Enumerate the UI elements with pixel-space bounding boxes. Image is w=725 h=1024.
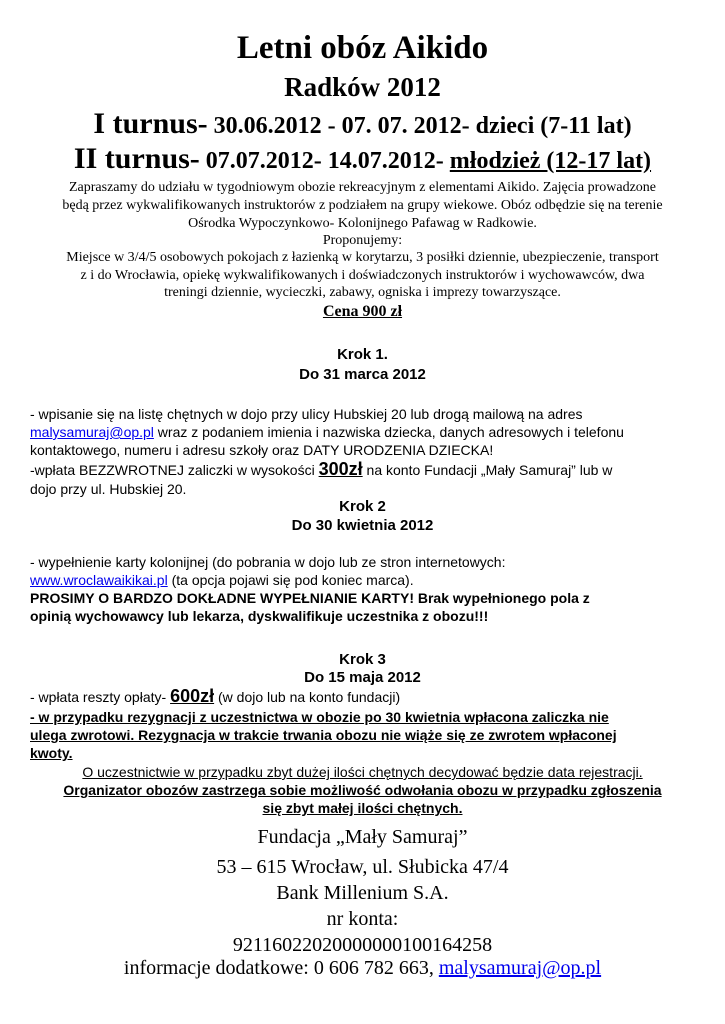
step1-line-4 (30, 459, 710, 480)
step1-date: Do 31 marca 2012 (299, 366, 426, 383)
page-subtitle: Radków 2012 (284, 72, 441, 102)
intro-line-6: z i do Wrocławia, opiekę wykwalifikowanych i doświadczonych instruktorów i wychowawców, dwa (80, 268, 645, 283)
step2-title: Krok 2 (339, 498, 386, 515)
turn2-group: młodzież (12-17 lat) (449, 148, 652, 174)
step3-line-1 (30, 686, 710, 707)
footer-foundation: Fundacja „Mały Samuraj” (257, 826, 468, 848)
organizer-note-2: się zbyt małej ilości chętnych. (262, 800, 463, 816)
step2-line-1: - wypełnienie karty kolonijnej (do pobrania w dojo lub ze stron internetowych: (30, 554, 506, 570)
step2-date: Do 30 kwietnia 2012 (291, 517, 434, 534)
step1-title: Krok 1. (337, 346, 388, 363)
step2-warning-1: PROSIMY O BARDZO DOKŁADNE WYPEŁNIANIE KARTY! Brak wypełnionego pola z (30, 590, 590, 606)
step3-date: Do 15 maja 2012 (304, 669, 421, 686)
turn1-line (0, 107, 725, 141)
remaining-amount: 600zł (170, 686, 215, 706)
intro-line-7: treningi dziennie, wycieczki, zabawy, ogniska i imprezy towarzyszące. (164, 285, 561, 300)
intro-line-1: Zapraszamy do udziału w tygodniowym obozie rekreacyjnym z elementami Aikido. Zajęcia prowadzone (68, 180, 656, 195)
step3-cancel-3: kwoty. (30, 745, 73, 761)
step1-line-3: kontaktowego, numeru i adresu szkoły oraz DATY URODZENIA DZIECKA! (30, 442, 494, 458)
step2-line-2-text: (ta opcja pojawi się pod koniec marca). (167, 572, 414, 588)
step1-line-1: - wpisanie się na listę chętnych w dojo przy ulicy Hubskiej 20 lub drogą mailową na adres (30, 406, 583, 422)
footer-contact-text: informacje dodatkowe: 0 606 782 663, (123, 957, 439, 979)
email-link[interactable]: malysamuraj@op.pl (30, 424, 154, 440)
deposit-amount: 300zł (318, 459, 363, 479)
step1-line-5: dojo przy ul. Hubskiej 20. (30, 481, 187, 497)
turn2-line (0, 142, 725, 176)
price: Cena 900 zł (322, 303, 403, 320)
step2-line-2 (30, 572, 710, 588)
intro-line-2: będą przez wykwalifikowanych instruktorów z podziałem na grupy wiekowe. Obóz odbędzie się na terenie (62, 198, 663, 213)
step2-warning-2: opinią wychowawcy lub lekarza, dyskwalifikuje uczestnika z obozu!!! (30, 608, 489, 624)
footer-email-link[interactable]: malysamuraj@op.pl (438, 957, 602, 979)
step1-line-2-text: wraz z podaniem imienia i nazwiska dziecka, danych adresowych i telefonu (153, 424, 624, 440)
footer-bank: Bank Millenium S.A. (276, 882, 449, 904)
intro-line-4: Proponujemy: (322, 233, 403, 248)
step1-deposit-text: -wpłata BEZZWROTNEJ zaliczki w wysokości (30, 462, 319, 478)
step3-cancel-1: - w przypadku rezygnacji z uczestnictwa w obozie po 30 kwietnia wpłacona zaliczka nie (30, 709, 609, 725)
footer-account-number: 92116022020000000100164258 (232, 934, 493, 956)
footer-account-label: nr konta: (326, 908, 399, 930)
step3-cancel-2: ulega zwrotowi. Rezygnacja w trakcie trwania obozu nie wiąże się ze zwrotem wpłaconej (30, 727, 617, 743)
step3-payment-text-2: (w dojo lub na konto fundacji) (214, 689, 401, 705)
turn2-dates: 07.07.2012- 14.07.2012- (199, 148, 450, 174)
step1-line-2 (30, 424, 710, 440)
step1-deposit-text-2: na konto Fundacji „Mały Samuraj” lub w (362, 462, 613, 478)
step3-payment-text: - wpłata reszty opłaty- (30, 689, 171, 705)
page-title: Letni obóz Aikido (236, 30, 489, 66)
registration-note: O uczestnictwie w przypadku zbyt dużej ilości chętnych decydować będzie data rejestracji. (82, 764, 643, 780)
step3-title: Krok 3 (339, 651, 386, 668)
turn2-label: II turnus- (73, 142, 200, 175)
intro-line-5: Miejsce w 3/4/5 osobowych pokojach z łazienką w korytarzu, 3 posiłki dziennie, ubezpieczenie, transport (66, 250, 659, 265)
turn1-label: I turnus- (93, 107, 208, 140)
intro-line-3: Ośrodka Wypoczynkowo- Kolonijnego Pafawag w Radkowie. (188, 216, 537, 231)
organizer-note-1: Organizator obozów zastrzega sobie możliwość odwołania obozu w przypadku zgłoszenia (63, 782, 662, 798)
footer-address: 53 – 615 Wrocław, ul. Słubicka 47/4 (216, 856, 509, 878)
turn1-details: 30.06.2012 - 07. 07. 2012- dzieci (7-11 lat) (207, 113, 632, 139)
footer-contact (0, 957, 725, 980)
website-link[interactable]: www.wroclawaikikai.pl (30, 572, 168, 588)
